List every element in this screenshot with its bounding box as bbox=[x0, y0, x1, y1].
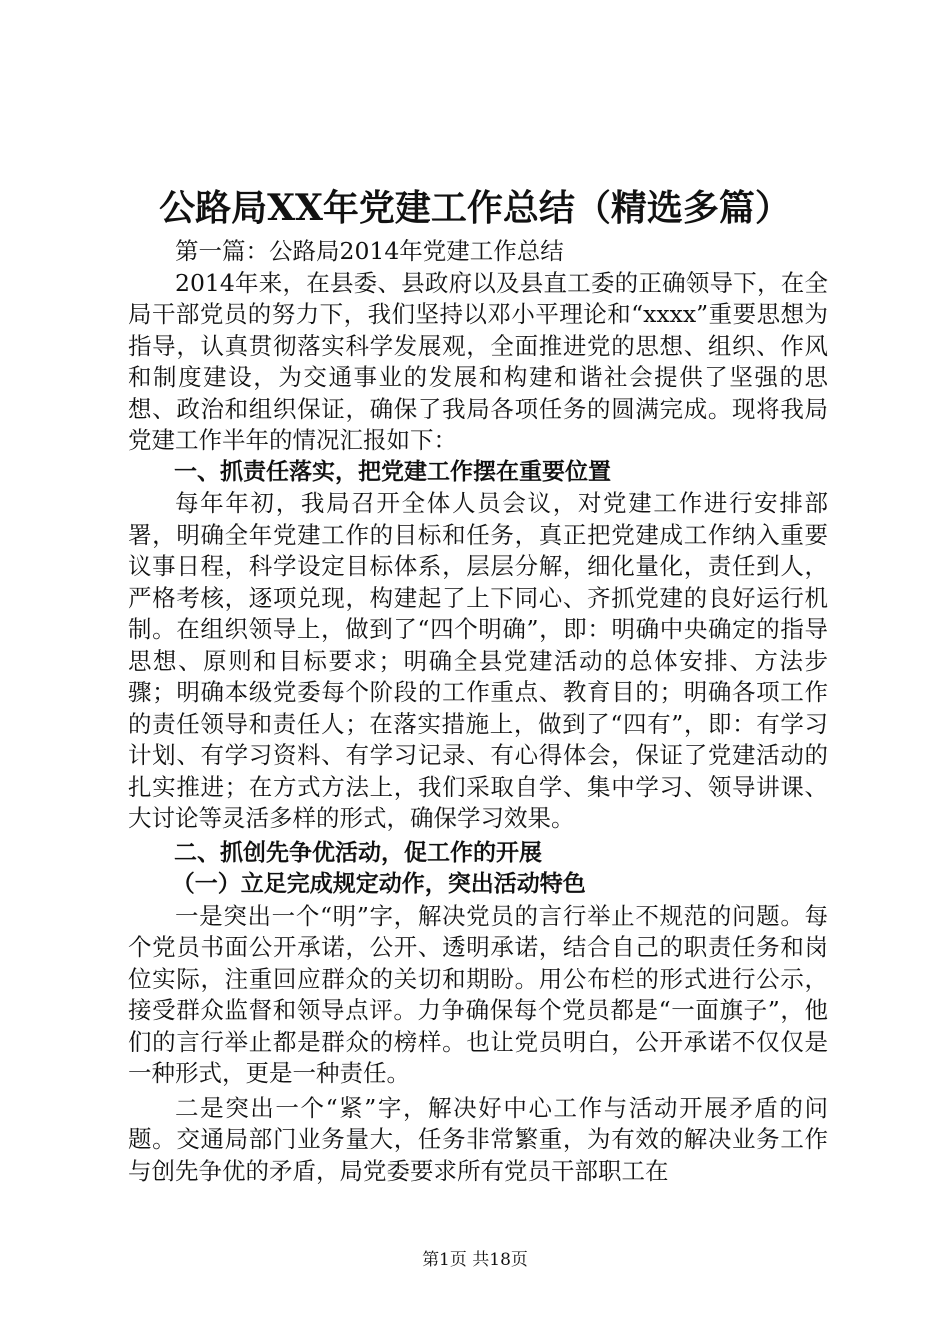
paragraph: 每年年初，我局召开全体人员会议，对党建工作进行安排部署，明确全年党建工作的目标和任务，真正把党建成工作纳入重要议事日程，科学设定目标体系，层层分解，细化量化，责任到人，严格考核，逐项兑现，构建起了上下同心、齐抓党建的良好运行机制。在组织领导上，做到了“四个明确”，即：明确中央确定的指导思想、原则和目标要求；明确全县党建活动的总体安排、方法步骤；明确本级党委每个阶段的工作重点、教育目的；明确各项工作的责任领导和责任人；在落实措施上，做到了“四有”，即：有学习计划、有学习资料、有学习记录、有心得体会，保证了党建活动的扎实推进；在方式方法上，我们采取自学、集中学习、领导讲课、大讨论等灵活多样的形式，确保学习效果。 bbox=[128, 489, 828, 832]
paragraph: 一是突出一个“明”字，解决党员的言行举止不规范的问题。每个党员书面公开承诺，公开、透明承诺，结合自己的职责任务和岗位实际，注重回应群众的关切和期盼。用公布栏的形式进行公示，接受群众监督和领导点评。力争确保每个党员都是“一面旗子”，他们的言行举止都是群众的榜样。也让党员明白，公开承诺不仅仅是一种形式，更是一种责任。 bbox=[128, 901, 828, 1087]
paragraph: 2014年来，在县委、县政府以及县直工委的正确领导下，在全局干部党员的努力下，我们坚持以邓小平理论和“xxxx”重要思想为指导，认真贯彻落实科学发展观，全面推进党的思想、组织、作风和制度建设，为交通事业的发展和构建和谐社会提供了坚强的思想、政治和组织保证，确保了我局各项任务的圆满完成。现将我局党建工作半年的情况汇报如下： bbox=[128, 268, 828, 454]
chapter-heading: 第一篇：公路局2014年党建工作总结 bbox=[175, 237, 564, 265]
page-footer: 第1页 共18页 bbox=[422, 1250, 528, 1270]
paragraph: 二是突出一个“紧”字，解决好中心工作与活动开展矛盾的问题。交通局部门业务量大，任务非常繁重，为有效的解决业务工作与创先争优的矛盾，局党委要求所有党员干部职工在 bbox=[128, 1093, 828, 1185]
section-heading: 二、抓创先争优活动，促工作的开展 bbox=[174, 839, 542, 866]
document-title: 公路局XX年党建工作总结（精选多篇） bbox=[159, 187, 791, 229]
document-body bbox=[128, 236, 828, 1187]
section-heading: 一、抓责任落实，把党建工作摆在重要位置 bbox=[174, 458, 611, 485]
subsection-heading: （一）立足完成规定动作，突出活动特色 bbox=[171, 871, 586, 897]
